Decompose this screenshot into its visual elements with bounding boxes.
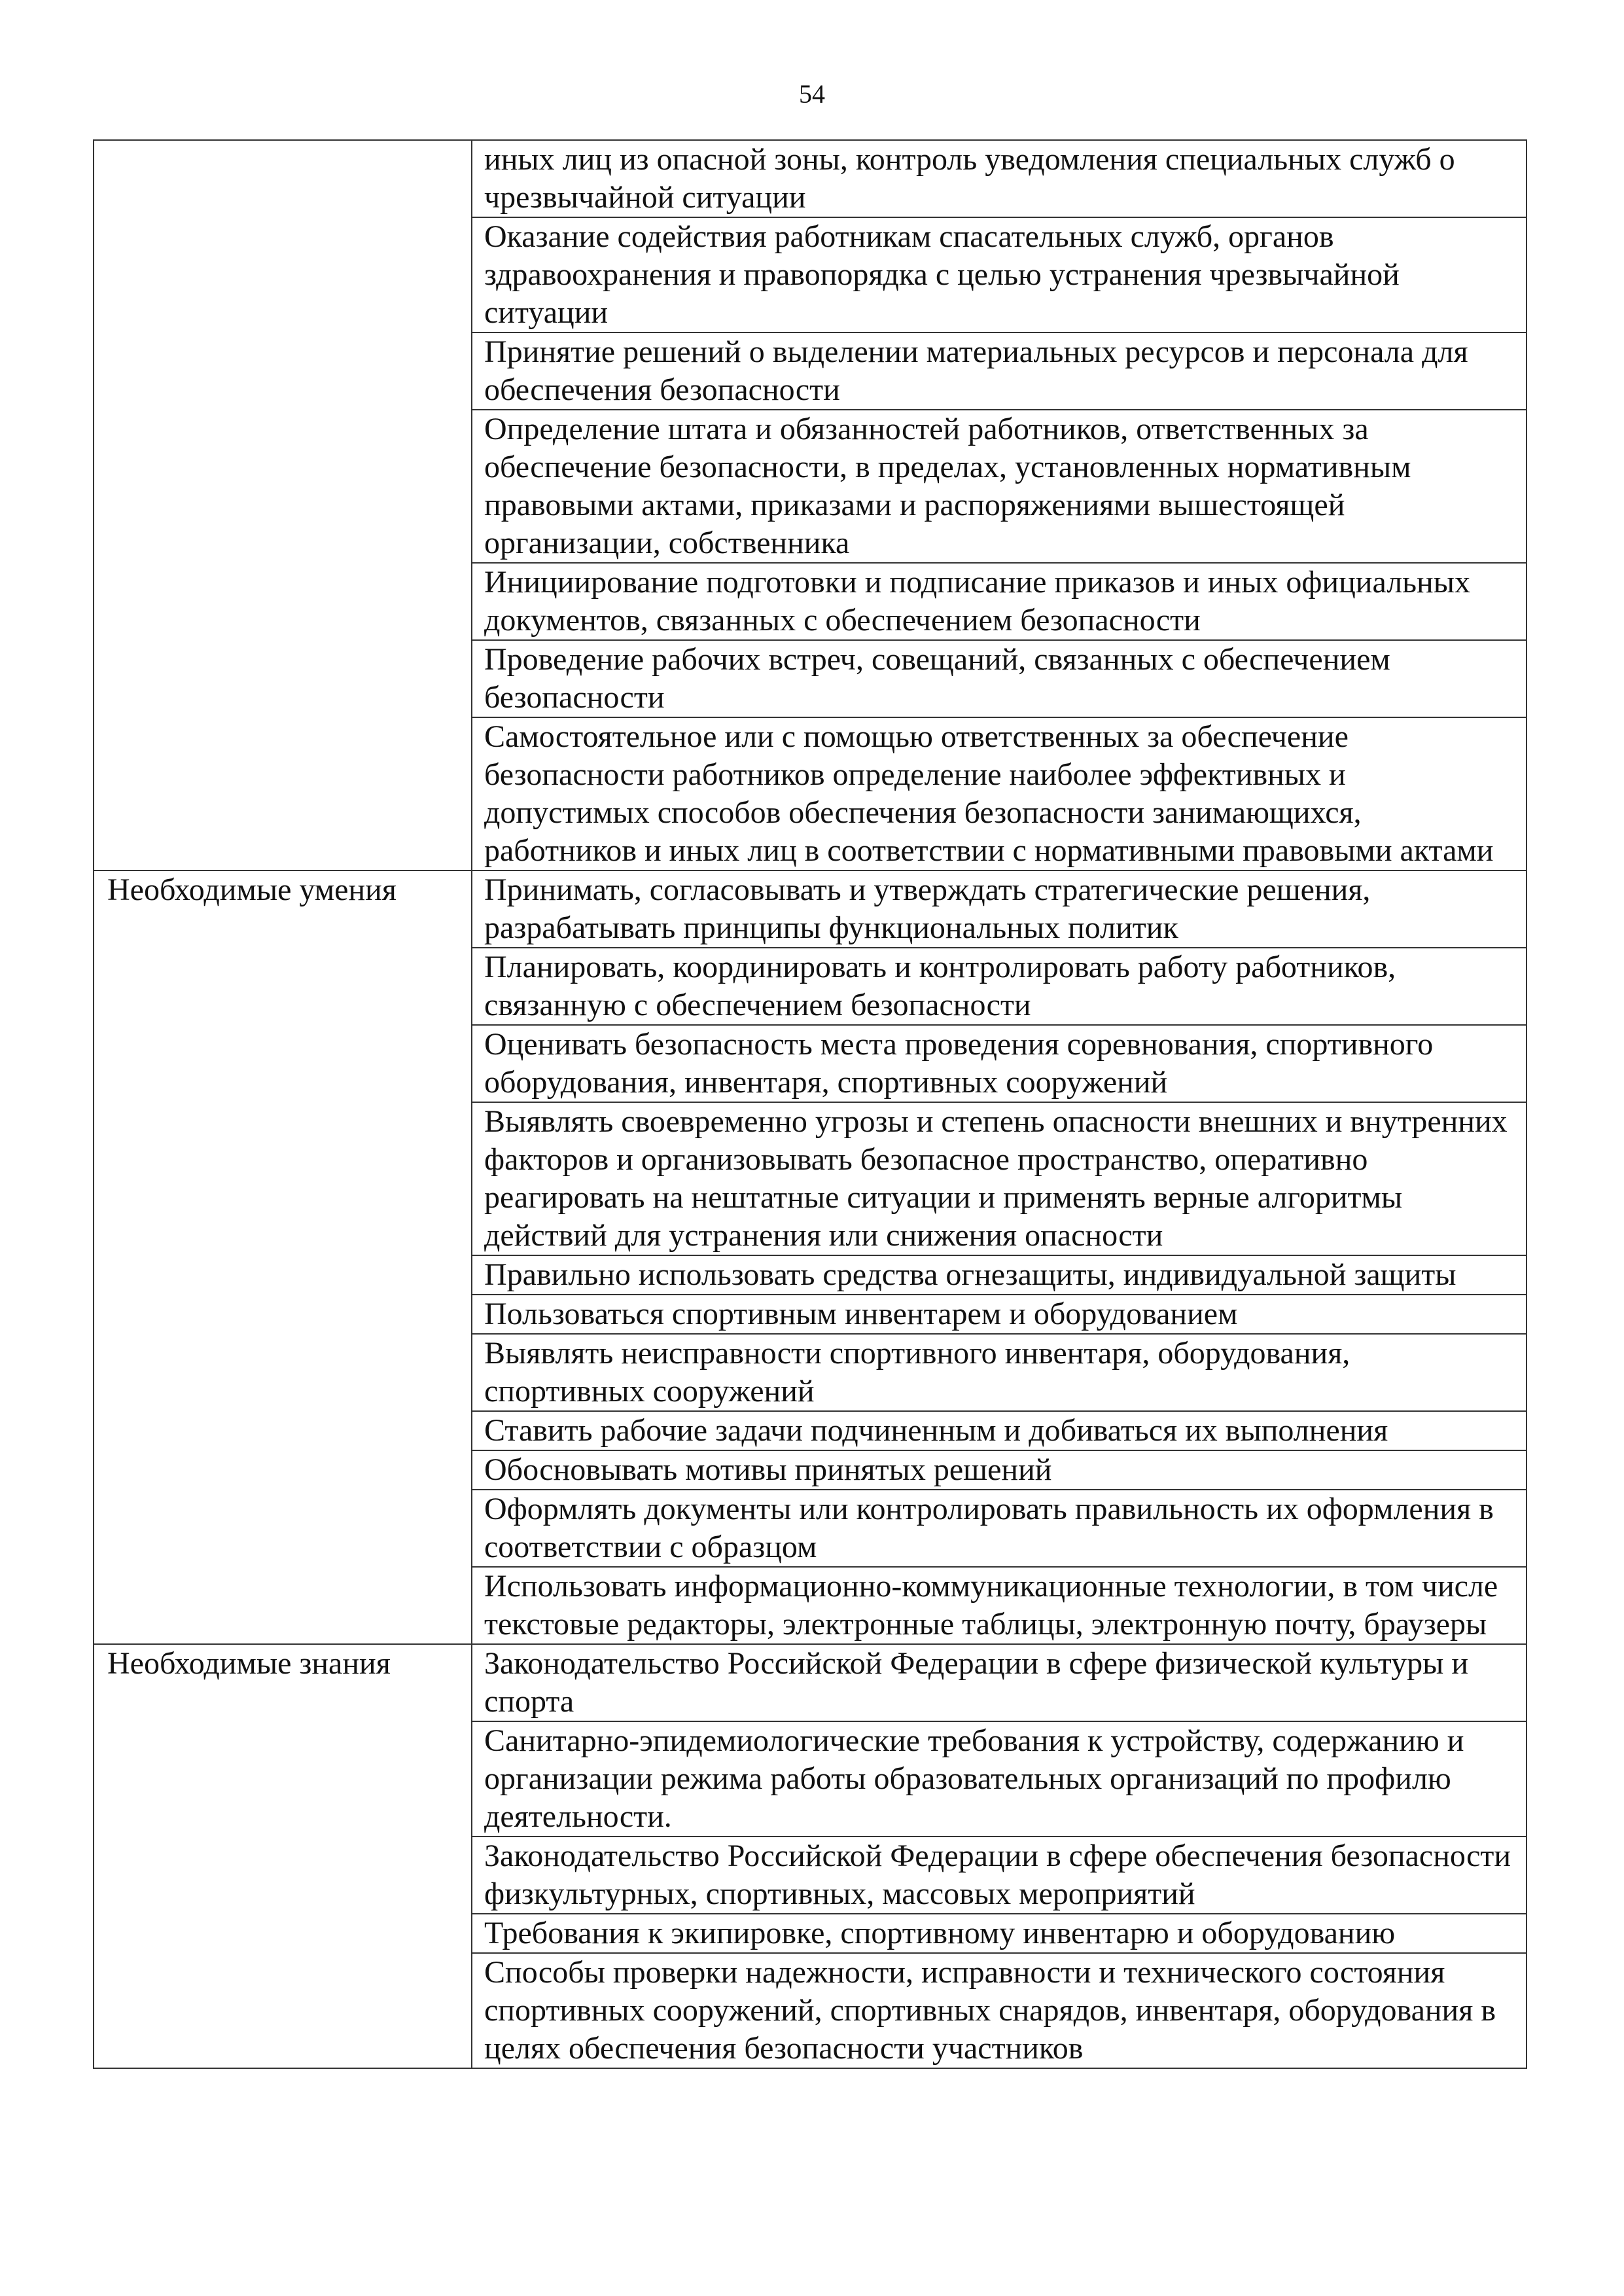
category-cell (94, 717, 472, 870)
table-row (94, 332, 1527, 410)
requirement-item: Требования к экипировке, спортивному инвентарю и оборудованию (472, 1914, 1527, 1953)
table-row (94, 1837, 1527, 1914)
requirement-item: Правильно использовать средства огнезащиты, индивидуальной защиты (472, 1255, 1527, 1295)
table-row (94, 1914, 1527, 1953)
category-label: Необходимые умения (94, 870, 472, 948)
category-cell (94, 1721, 472, 1837)
requirement-item: Законодательство Российской Федерации в сфере физической культуры и спорта (472, 1644, 1527, 1721)
requirement-item: Проведение рабочих встреч, совещаний, связанных с обеспечением безопасности (472, 640, 1527, 717)
requirement-item: Выявлять своевременно угрозы и степень опасности внешних и внутренних факторов и организовывать безопасное пространство, оперативно реагировать на нештатные ситуации и применять верные алгоритмы действий для устранения или снижения опасности (472, 1102, 1527, 1255)
requirement-item: Оказание содействия работникам спасательных служб, органов здравоохранения и правопорядка с целью устранения чрезвычайной ситуации (472, 217, 1527, 332)
requirement-item: Ставить рабочие задачи подчиненным и добиваться их выполнения (472, 1411, 1527, 1450)
category-cell (94, 1102, 472, 1255)
requirement-item: Инициирование подготовки и подписание приказов и иных официальных документов, связанных с обеспечением безопасности (472, 563, 1527, 640)
requirement-item: Пользоваться спортивным инвентарем и оборудованием (472, 1295, 1527, 1334)
page-number: 54 (799, 79, 825, 109)
requirement-item: Законодательство Российской Федерации в сфере обеспечения безопасности физкультурных, спортивных, массовых мероприятий (472, 1837, 1527, 1914)
category-cell (94, 948, 472, 1025)
table-row (94, 140, 1527, 217)
requirement-item: Использовать информационно-коммуникационные технологии, в том числе текстовые редакторы, электронные таблицы, электронную почту, браузеры (472, 1567, 1527, 1644)
category-cell (94, 640, 472, 717)
requirement-item: Определение штата и обязанностей работников, ответственных за обеспечение безопасности, в пределах, установленных нормативным правовыми актами, приказами и распоряжениями вышестоящей организации, собственника (472, 410, 1527, 563)
table-row (94, 1953, 1527, 2068)
table-row (94, 1644, 1527, 1721)
table-row (94, 410, 1527, 563)
requirement-item: Принимать, согласовывать и утверждать стратегические решения, разрабатывать принципы функциональных политик (472, 870, 1527, 948)
table-row (94, 563, 1527, 640)
table-body (94, 140, 1527, 2068)
category-cell (94, 1450, 472, 1490)
category-cell (94, 1837, 472, 1914)
category-cell (94, 1953, 472, 2068)
table-row (94, 870, 1527, 948)
category-cell (94, 410, 472, 563)
requirement-item: Обосновывать мотивы принятых решений (472, 1450, 1527, 1490)
requirement-item: Принятие решений о выделении материальных ресурсов и персонала для обеспечения безопасности (472, 332, 1527, 410)
category-label: Необходимые знания (94, 1644, 472, 1721)
table-row (94, 948, 1527, 1025)
category-cell (94, 140, 472, 217)
requirement-item: Выявлять неисправности спортивного инвентаря, оборудования, спортивных сооружений (472, 1334, 1527, 1411)
table-row (94, 1255, 1527, 1295)
requirement-item: Самостоятельное или с помощью ответственных за обеспечение безопасности работников определение наиболее эффективных и допустимых способов обеспечения безопасности занимающихся, работников и иных лиц в соответствии с нормативными правовыми актами (472, 717, 1527, 870)
category-cell (94, 1255, 472, 1295)
category-cell (94, 217, 472, 332)
requirement-item: иных лиц из опасной зоны, контроль уведомления специальных служб о чрезвычайной ситуации (472, 140, 1527, 217)
table-row (94, 217, 1527, 332)
category-cell (94, 563, 472, 640)
category-cell (94, 1914, 472, 1953)
table-row (94, 1450, 1527, 1490)
table-row (94, 1025, 1527, 1102)
category-cell (94, 1295, 472, 1334)
requirements-table (93, 139, 1527, 2069)
requirement-item: Способы проверки надежности, исправности и технического состояния спортивных сооружений, спортивных снарядов, инвентаря, оборудования в целях обеспечения безопасности участников (472, 1953, 1527, 2068)
requirement-item: Планировать, координировать и контролировать работу работников, связанную с обеспечением безопасности (472, 948, 1527, 1025)
requirement-item: Оформлять документы или контролировать правильность их оформления в соответствии с образцом (472, 1490, 1527, 1567)
table-row (94, 1411, 1527, 1450)
table-row (94, 717, 1527, 870)
category-cell (94, 1334, 472, 1411)
requirement-item: Оценивать безопасность места проведения соревнования, спортивного оборудования, инвентаря, спортивных сооружений (472, 1025, 1527, 1102)
category-cell (94, 332, 472, 410)
requirement-item: Санитарно-эпидемиологические требования к устройству, содержанию и организации режима работы образовательных организаций по профилю деятельности. (472, 1721, 1527, 1837)
table-row (94, 1334, 1527, 1411)
category-cell (94, 1411, 472, 1450)
category-cell (94, 1025, 472, 1102)
table-row (94, 1567, 1527, 1644)
table-row (94, 640, 1527, 717)
table-row (94, 1490, 1527, 1567)
table-row (94, 1295, 1527, 1334)
table-row (94, 1721, 1527, 1837)
table-row (94, 1102, 1527, 1255)
category-cell (94, 1567, 472, 1644)
category-cell (94, 1490, 472, 1567)
